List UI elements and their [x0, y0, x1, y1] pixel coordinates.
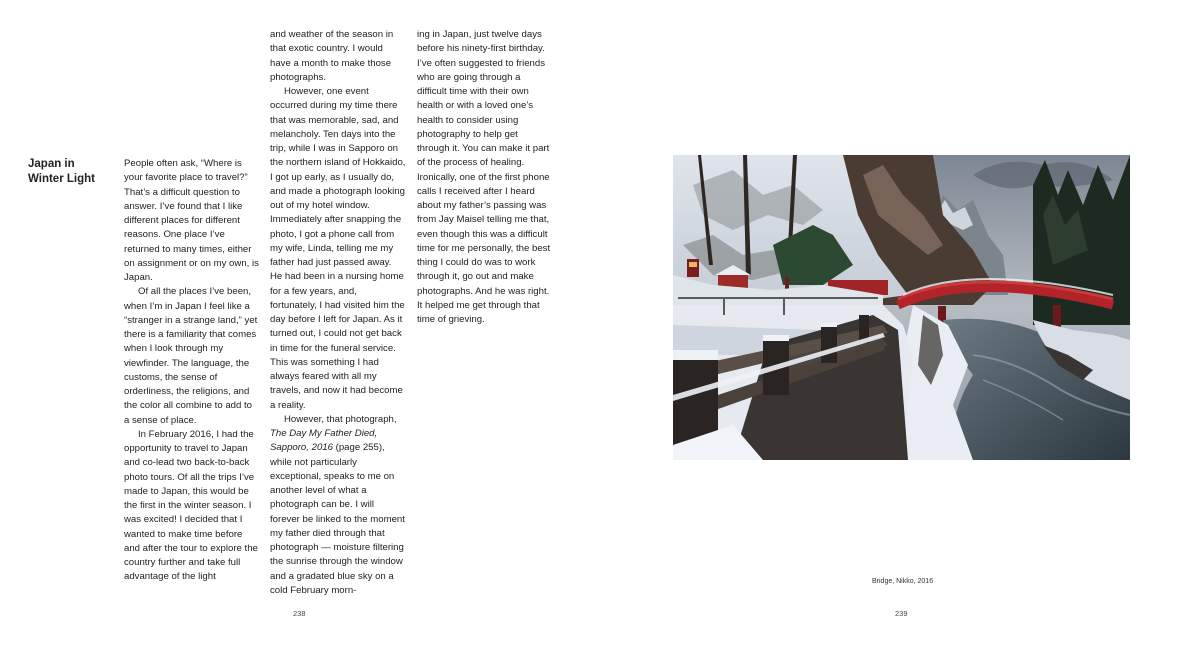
- right-page: [600, 0, 1200, 647]
- bridge-photograph: [673, 155, 1130, 460]
- paragraph-lead: However, that photograph,: [284, 413, 397, 425]
- page-number-right: 239: [895, 609, 908, 618]
- photo-title-reference: The Day My Father Died, Sapporo, 2016: [270, 428, 378, 454]
- paragraph: and weather of the season in that exotic country. I would have a month to make those photographs.: [270, 29, 394, 83]
- text-column-2: [270, 28, 406, 598]
- section-heading: Japan in Winter Light: [28, 158, 95, 185]
- text-column-1: [124, 157, 259, 585]
- paragraph-rest: (page 255), while not particularly exceptional, speaks to me on another level of what a photograph can be. I will forever be linked to the moment my father died through that photograph — moisture filtering the sunrise through the window and a gradated blue sky on a cold February morn-: [270, 442, 405, 596]
- photo-caption: Bridge, Nikko, 2016: [872, 578, 934, 585]
- paragraph: [270, 413, 406, 598]
- paragraph: ing in Japan, just twelve days before his ninety-first birthday. I’ve often suggested to friends who are going through a difficult time with their own health or with a loved one’s health to consider using photography to help get through it. You can make it part of the process of healing. Ironically, one of the first phone calls I received after I heard about my father’s passing was from Jay Maisel telling me that, even though this was a difficult time for me personally, the best thing I could do was to work through it, go out and make photographs. And he was right. It helped me get through that time of grieving.: [417, 29, 551, 325]
- paragraph: In February 2016, I had the opportunity to travel to Japan and co-lead two back-to-back photo tours. Of all the trips I’ve made to Japan, this would be the first in the winter season. I was excited! I decided that I wanted to make time before and after the tour to explore the country further and take full advantage of the light: [124, 428, 258, 583]
- text-column-3: [417, 28, 552, 327]
- paragraph: Of all the places I’ve been, when I’m in Japan I feel like a “stranger in a strange land,” yet there is a familiarity that comes when I look through my viewfinder. The language, the customs, the sense of orderliness, the religions, and the color all combine to add to a sense of place.: [124, 286, 258, 426]
- page-number-left: 238: [293, 609, 306, 618]
- paragraph: However, one event occurred during my time there that was memorable, sad, and melancholy. Ten days into the trip, while I was in Sapporo on the northern island of Hokkaido, I got up early, as I usually do, and made a photograph looking out of my hotel window. Immediately after snapping the photo, I got a phone call from my wife, Linda, telling me my father had just passed away. He had been in a nursing home for a few years, and, fortunately, I had visited him the day before I left for Japan. As it turned out, I could not get back in time for the funeral service. This was something I had always feared with all my travels, and now it had become a reality.: [270, 86, 406, 411]
- paragraph: People often ask, “Where is your favorite place to travel?” That’s a difficult question to answer. I’ve found that I like different places for different reasons. One place I’ve returned to many times, either on assignment or on my own, is Japan.: [124, 158, 259, 283]
